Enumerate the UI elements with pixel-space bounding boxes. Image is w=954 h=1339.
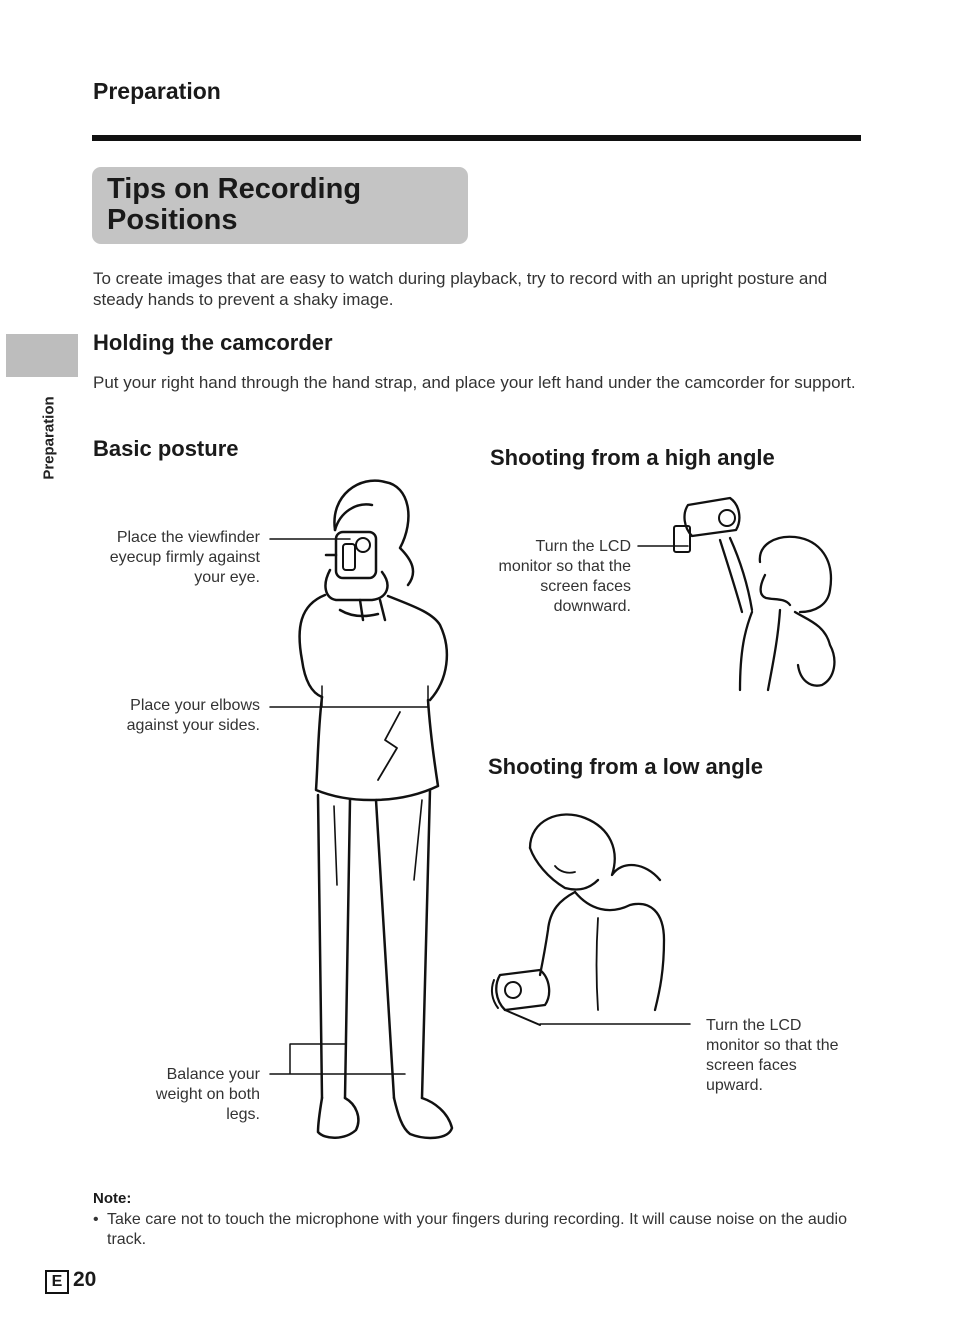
legs-leader (270, 1044, 405, 1074)
high-angle-woman-illustration (674, 498, 834, 690)
intro-text: To create images that are easy to watch during playback, try to record with an upright posture and steady hands to prevent a shaky image. (93, 269, 828, 309)
basic-posture-heading: Basic posture (93, 436, 239, 461)
note-bullet: • (93, 1211, 99, 1228)
note-item-text: Take care not to touch the microphone with your fingers during recording. It will cause noise on the audio track. (107, 1211, 847, 1248)
section-header: Preparation (93, 78, 221, 104)
low-angle-woman-illustration (492, 815, 664, 1025)
side-tab-label: Preparation (40, 396, 58, 480)
viewfinder-callout: Place the viewfinder eyecup firmly against your eye. (109, 529, 260, 586)
low-angle-callout: Turn the LCD monitor so that the screen faces upward. (706, 1017, 839, 1094)
page-number: 20 (73, 1268, 97, 1291)
high-angle-heading: Shooting from a high angle (490, 445, 775, 470)
note-item (93, 1210, 861, 1250)
page-title: Tips on Recording Positions (107, 173, 362, 236)
high-angle-callout: Turn the LCD monitor so that the screen faces downward. (498, 538, 631, 615)
holding-heading: Holding the camcorder (93, 330, 333, 355)
standing-woman-illustration (300, 481, 452, 1138)
legs-callout: Balance your weight on both legs. (155, 1066, 260, 1123)
elbows-callout: Place your elbows against your sides. (126, 697, 260, 734)
elbows-leader (270, 686, 428, 707)
low-angle-heading: Shooting from a low angle (488, 754, 763, 779)
page-letter-badge: E (45, 1270, 69, 1294)
holding-text: Put your right hand through the hand strap, and place your left hand under the camcorder for support. (93, 373, 856, 392)
note-title: Note: (93, 1190, 132, 1207)
